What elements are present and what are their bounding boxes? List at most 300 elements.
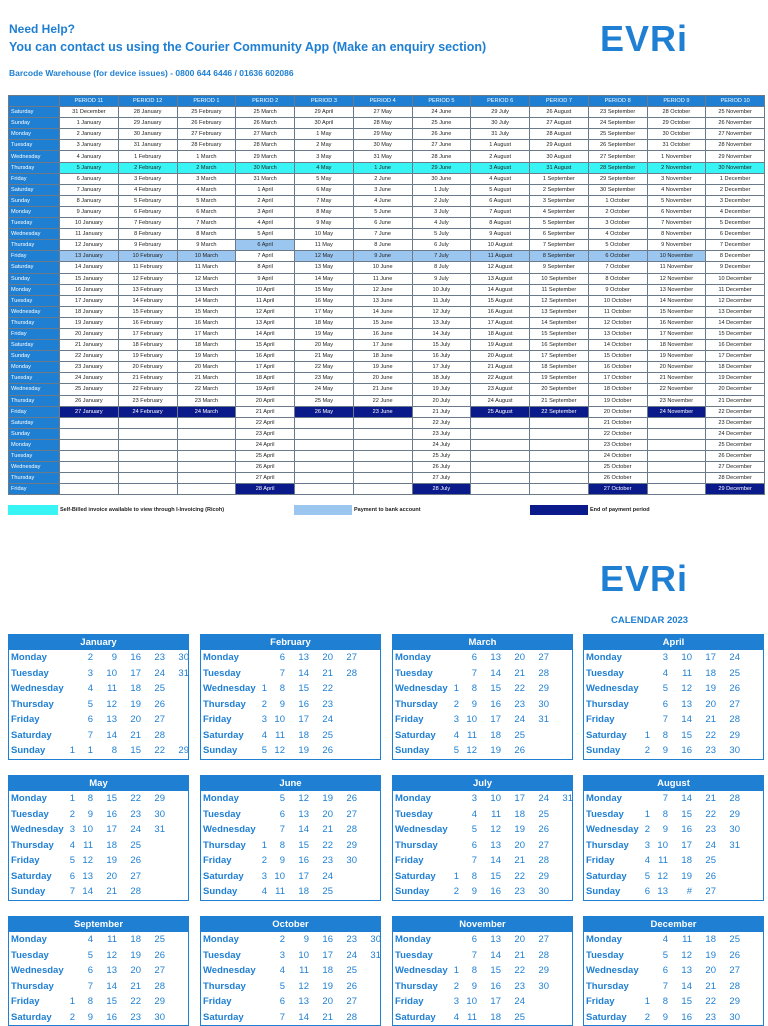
date-number: 12 — [298, 980, 309, 992]
help-title: Need Help? — [9, 22, 76, 36]
period-date-cell: 5 June — [353, 206, 412, 217]
date-number: 25 — [514, 729, 525, 741]
date-number: 11 — [491, 808, 501, 820]
date-number: 23 — [130, 808, 141, 820]
weekday-label: Friday — [11, 714, 40, 725]
period-date-cell: 18 February — [118, 340, 177, 351]
weekday-row — [584, 1010, 763, 1026]
period-date-cell: 20 October — [588, 406, 647, 417]
weekday-row — [584, 963, 763, 979]
weekday-label: Wednesday — [203, 965, 256, 976]
period-date-cell: 8 July — [412, 262, 471, 273]
period-date-cell — [60, 451, 119, 462]
date-number: 30 — [154, 808, 165, 820]
weekday-row — [9, 728, 188, 744]
period-header: PERIOD 7 — [530, 96, 589, 107]
date-number: 14 — [490, 949, 501, 961]
weekday-row — [201, 712, 380, 728]
period-date-cell: 16 June — [353, 328, 412, 339]
period-date-cell: 31 March — [236, 173, 295, 184]
date-number: 9 — [471, 980, 477, 992]
period-date-cell: 26 October — [588, 473, 647, 484]
period-date-cell: 6 February — [118, 206, 177, 217]
weekday-label: Saturday — [203, 870, 244, 882]
date-number: 31 — [729, 839, 740, 851]
period-date-cell: 10 January — [60, 218, 119, 229]
date-number: 15 — [106, 793, 117, 804]
weekday-label: Saturday — [203, 1011, 244, 1023]
date-number: 28 — [729, 980, 740, 992]
period-date-cell: 23 December — [706, 417, 765, 428]
date-number: 2 — [261, 855, 267, 866]
date-number: 25 — [130, 839, 141, 851]
period-date-cell: 23 May — [295, 373, 354, 384]
weekday-label: Wednesday — [395, 683, 448, 694]
day-label: Saturday — [9, 184, 60, 195]
period-date-cell: 31 May — [353, 151, 412, 162]
period-date-cell: 2 April — [236, 195, 295, 206]
period-date-cell: 9 April — [236, 273, 295, 284]
period-date-cell: 20 July — [412, 395, 471, 406]
period-date-cell: 1 May — [295, 129, 354, 140]
period-row — [9, 262, 765, 273]
date-number: 26 — [705, 870, 716, 882]
date-number: 6 — [662, 698, 668, 710]
date-number: 19 — [705, 949, 716, 961]
date-number: 28 — [154, 980, 165, 992]
day-label: Wednesday — [9, 462, 60, 473]
date-number: 12 — [490, 824, 501, 835]
day-label: Sunday — [9, 428, 60, 439]
period-date-cell: 26 June — [412, 129, 471, 140]
date-number: 7 — [279, 1011, 285, 1023]
weekday-label: Tuesday — [395, 949, 433, 961]
period-date-cell: 18 May — [295, 317, 354, 328]
period-date-cell: 10 May — [295, 229, 354, 240]
period-date-cell: 6 April — [236, 240, 295, 251]
period-date-cell: 5 December — [706, 218, 765, 229]
date-number: 7 — [279, 824, 285, 835]
period-date-cell: 12 March — [177, 273, 236, 284]
period-date-cell: 21 December — [706, 395, 765, 406]
date-number: 9 — [303, 934, 309, 945]
date-number: 10 — [657, 839, 668, 851]
date-number: 14 — [490, 667, 501, 679]
date-number: 21 — [322, 1011, 333, 1023]
period-date-cell: 10 March — [177, 251, 236, 262]
period-header: PERIOD 10 — [706, 96, 765, 107]
period-date-cell: 1 October — [588, 195, 647, 206]
date-number: 17 — [322, 949, 333, 961]
period-date-cell: 13 July — [412, 317, 471, 328]
period-date-cell: 14 July — [412, 328, 471, 339]
month-title: October — [201, 917, 380, 932]
weekday-row — [201, 884, 380, 900]
date-number: 21 — [705, 793, 716, 804]
date-number: 25 — [154, 683, 165, 694]
date-number: 14 — [298, 1011, 309, 1023]
date-number: 24 — [705, 839, 716, 851]
period-date-cell: 7 September — [530, 240, 589, 251]
weekday-label: Tuesday — [203, 949, 241, 961]
period-date-cell: 6 January — [60, 173, 119, 184]
date-number: 2 — [453, 886, 459, 897]
period-header: PERIOD 3 — [295, 96, 354, 107]
period-date-cell: 21 January — [60, 340, 119, 351]
period-date-cell: 26 July — [412, 462, 471, 473]
date-number: 10 — [466, 996, 477, 1007]
period-date-cell: 13 September — [530, 306, 589, 317]
date-number: 16 — [130, 652, 141, 663]
weekday-label: Friday — [586, 855, 615, 866]
weekday-label: Wednesday — [395, 824, 448, 835]
period-table — [8, 95, 765, 495]
period-date-cell: 29 May — [353, 129, 412, 140]
period-date-cell: 18 July — [412, 373, 471, 384]
month-august — [583, 775, 764, 901]
period-date-cell: 14 June — [353, 306, 412, 317]
weekday-row — [9, 822, 188, 838]
day-label: Thursday — [9, 240, 60, 251]
period-date-cell: 15 August — [471, 295, 530, 306]
period-date-cell: 14 April — [236, 328, 295, 339]
weekday-row — [584, 884, 763, 900]
period-row — [9, 162, 765, 173]
weekday-label: Monday — [586, 793, 622, 804]
weekday-row — [393, 1010, 572, 1026]
period-date-cell: 15 November — [647, 306, 706, 317]
period-date-cell: 28 February — [177, 140, 236, 151]
date-number: 18 — [681, 855, 692, 866]
period-date-cell: 15 May — [295, 284, 354, 295]
period-date-cell: 9 September — [530, 262, 589, 273]
period-date-cell: 28 October — [647, 107, 706, 118]
day-label: Friday — [9, 251, 60, 262]
date-number: 9 — [662, 824, 668, 835]
period-date-cell: 13 May — [295, 262, 354, 273]
date-number: 19 — [130, 698, 141, 710]
period-row — [9, 462, 765, 473]
help-block — [9, 20, 486, 56]
date-number: 9 — [87, 808, 93, 820]
day-label: Tuesday — [9, 373, 60, 384]
period-date-cell: 6 August — [471, 195, 530, 206]
period-date-cell: 7 May — [295, 195, 354, 206]
period-header: PERIOD 11 — [60, 96, 119, 107]
period-date-cell — [471, 462, 530, 473]
period-date-cell: 3 July — [412, 206, 471, 217]
period-date-cell: 15 January — [60, 273, 119, 284]
period-date-cell: 10 February — [118, 251, 177, 262]
period-date-cell: 8 December — [706, 251, 765, 262]
date-number: 26 — [154, 698, 165, 710]
date-number: 24 — [322, 714, 333, 725]
day-label: Thursday — [9, 317, 60, 328]
day-label: Saturday — [9, 417, 60, 428]
period-date-cell: 1 June — [353, 162, 412, 173]
weekday-label: Friday — [586, 714, 615, 725]
weekday-row — [9, 666, 188, 682]
date-number: 23 — [322, 698, 333, 710]
date-number: 1 — [644, 996, 650, 1007]
weekday-row — [9, 681, 188, 697]
period-date-cell: 27 April — [236, 473, 295, 484]
period-date-cell: 4 January — [60, 151, 119, 162]
day-label: Wednesday — [9, 306, 60, 317]
weekday-row — [584, 994, 763, 1010]
weekday-row — [201, 666, 380, 682]
period-date-cell: 24 December — [706, 428, 765, 439]
weekday-row — [584, 932, 763, 948]
date-number: 23 — [705, 1011, 716, 1023]
date-number: 22 — [705, 808, 716, 820]
date-number: 28 — [130, 886, 141, 897]
period-date-cell: 15 July — [412, 340, 471, 351]
date-number: 10 — [466, 714, 477, 725]
date-number: 10 — [274, 870, 285, 882]
date-number: 3 — [662, 652, 668, 663]
period-date-cell: 22 February — [118, 384, 177, 395]
period-row — [9, 328, 765, 339]
date-number: 17 — [298, 714, 309, 725]
date-number: 8 — [279, 683, 285, 694]
period-date-cell: 18 April — [236, 373, 295, 384]
date-number: 9 — [279, 698, 285, 710]
date-number: 20 — [514, 934, 525, 945]
date-number: 7 — [662, 980, 668, 992]
period-date-cell: 25 February — [177, 107, 236, 118]
date-number: 7 — [471, 855, 477, 866]
date-number: 5 — [69, 855, 75, 866]
period-date-cell: 23 November — [647, 395, 706, 406]
period-date-cell: 1 July — [412, 184, 471, 195]
day-label: Sunday — [9, 118, 60, 129]
period-date-cell: 13 June — [353, 295, 412, 306]
date-number: 7 — [471, 949, 477, 961]
date-number: 13 — [490, 839, 501, 851]
date-number: 23 — [514, 698, 525, 710]
date-number: 3 — [87, 667, 93, 679]
day-label: Thursday — [9, 395, 60, 406]
date-number: 30 — [729, 824, 740, 835]
weekday-row — [393, 979, 572, 995]
weekday-label: Monday — [203, 934, 239, 945]
weekday-row — [9, 807, 188, 823]
period-date-cell: 27 May — [353, 107, 412, 118]
weekday-label: Friday — [395, 714, 424, 725]
period-date-cell: 23 February — [118, 395, 177, 406]
period-date-cell: 11 January — [60, 229, 119, 240]
date-number: 2 — [453, 698, 459, 710]
period-date-cell: 23 August — [471, 384, 530, 395]
period-date-cell: 24 March — [177, 406, 236, 417]
date-number: 18 — [106, 839, 117, 851]
date-number: 14 — [298, 667, 309, 679]
date-number: 17 — [705, 652, 716, 663]
period-row — [9, 284, 765, 295]
period-date-cell: 29 April — [295, 107, 354, 118]
period-date-cell: 25 November — [706, 107, 765, 118]
weekday-label: Saturday — [11, 729, 52, 741]
date-number: 20 — [322, 652, 333, 663]
period-date-cell: 13 February — [118, 284, 177, 295]
date-number: 5 — [471, 824, 477, 835]
date-number: 27 — [130, 870, 141, 882]
day-label: Wednesday — [9, 229, 60, 240]
period-date-cell: 13 March — [177, 284, 236, 295]
date-number: 6 — [644, 886, 650, 897]
period-header: PERIOD 2 — [236, 96, 295, 107]
date-number: 9 — [279, 855, 285, 866]
period-date-cell: 25 June — [412, 118, 471, 129]
period-date-cell: 20 November — [647, 362, 706, 373]
date-number: 26 — [538, 824, 549, 835]
date-number: 19 — [130, 949, 141, 961]
period-date-cell: 24 May — [295, 384, 354, 395]
date-number: 16 — [681, 824, 692, 835]
period-date-cell — [530, 417, 589, 428]
date-number: 12 — [681, 683, 692, 694]
weekday-label: Sunday — [11, 886, 46, 897]
date-number: 7 — [87, 729, 93, 741]
date-number: 9 — [662, 745, 668, 756]
period-date-cell: 3 August — [471, 162, 530, 173]
date-number: 20 — [705, 965, 716, 976]
period-date-cell: 28 April — [236, 484, 295, 495]
weekday-label: Sunday — [203, 745, 238, 756]
period-header: PERIOD 4 — [353, 96, 412, 107]
period-date-cell: 2 June — [353, 173, 412, 184]
period-date-cell: 28 September — [588, 162, 647, 173]
period-date-cell: 14 December — [706, 317, 765, 328]
period-date-cell — [530, 473, 589, 484]
weekday-row — [584, 869, 763, 885]
period-date-cell: 12 September — [530, 295, 589, 306]
date-number: 21 — [705, 980, 716, 992]
weekday-row — [393, 743, 572, 759]
period-date-cell: 25 August — [471, 406, 530, 417]
weekday-label: Sunday — [11, 745, 46, 756]
weekday-row — [584, 743, 763, 759]
period-date-cell: 21 April — [236, 406, 295, 417]
date-number: 16 — [490, 886, 501, 897]
period-date-cell: 6 June — [353, 218, 412, 229]
date-number: 2 — [87, 652, 93, 663]
date-number: 1 — [453, 683, 459, 694]
period-date-cell — [353, 473, 412, 484]
date-number: 24 — [346, 949, 357, 961]
period-date-cell — [177, 428, 236, 439]
period-date-cell: 8 January — [60, 195, 119, 206]
date-number: 3 — [279, 949, 285, 961]
date-number: 20 — [130, 714, 141, 725]
period-date-cell: 16 May — [295, 295, 354, 306]
period-date-cell: 25 April — [236, 451, 295, 462]
date-number: 6 — [279, 996, 285, 1007]
weekday-label: Saturday — [395, 1011, 436, 1023]
period-date-cell: 7 June — [353, 229, 412, 240]
period-date-cell: 4 April — [236, 218, 295, 229]
period-date-cell: 16 July — [412, 351, 471, 362]
period-date-cell: 4 October — [588, 229, 647, 240]
date-number: 6 — [87, 965, 93, 976]
period-row — [9, 362, 765, 373]
period-date-cell: 28 June — [412, 151, 471, 162]
period-date-cell — [177, 484, 236, 495]
date-number: 22 — [514, 683, 525, 694]
weekday-label: Wednesday — [586, 683, 639, 694]
period-date-cell: 20 March — [177, 362, 236, 373]
date-number: 6 — [662, 965, 668, 976]
month-title: July — [393, 776, 572, 791]
date-number: 8 — [471, 683, 477, 694]
date-number: 7 — [69, 886, 75, 897]
date-number: 30 — [729, 1011, 740, 1023]
date-number: 22 — [130, 996, 141, 1007]
period-date-cell: 27 January — [60, 406, 119, 417]
weekday-label: Saturday — [586, 870, 627, 882]
date-number: 30 — [178, 652, 189, 663]
end-period-swatch — [530, 505, 588, 515]
weekday-label: Monday — [203, 793, 239, 804]
date-number: 29 — [346, 839, 357, 851]
date-number: 15 — [130, 745, 141, 756]
date-number: 21 — [514, 667, 525, 679]
date-number: 4 — [87, 683, 93, 694]
period-date-cell: 17 November — [647, 328, 706, 339]
period-date-cell: 5 September — [530, 218, 589, 229]
weekday-label: Thursday — [586, 698, 629, 710]
barcode-warehouse-line: Barcode Warehouse (for device issues) - 0800 644 6446 / 01636 602086 — [9, 68, 294, 78]
weekday-row — [584, 728, 763, 744]
period-date-cell: 12 August — [471, 262, 530, 273]
date-number: 25 — [322, 729, 333, 741]
date-number: 29 — [538, 870, 549, 882]
period-date-cell: 17 May — [295, 306, 354, 317]
period-date-cell: 19 May — [295, 328, 354, 339]
date-number: 10 — [681, 652, 692, 663]
day-label: Tuesday — [9, 451, 60, 462]
period-date-cell: 16 March — [177, 317, 236, 328]
date-number: 28 — [538, 667, 549, 679]
period-date-cell: 28 July — [412, 484, 471, 495]
period-date-cell: 2 July — [412, 195, 471, 206]
period-date-cell: 11 October — [588, 306, 647, 317]
period-date-cell: 16 October — [588, 362, 647, 373]
date-number: 10 — [298, 949, 309, 961]
weekday-label: Tuesday — [395, 808, 433, 820]
period-date-cell: 22 September — [530, 406, 589, 417]
period-date-cell: 20 April — [236, 395, 295, 406]
period-date-cell — [295, 428, 354, 439]
weekday-label: Tuesday — [11, 808, 49, 820]
weekday-label: Thursday — [11, 839, 54, 851]
month-november — [392, 916, 573, 1026]
period-date-cell: 30 October — [647, 129, 706, 140]
weekday-row — [393, 712, 572, 728]
period-date-cell: 10 October — [588, 295, 647, 306]
month-february — [200, 634, 381, 760]
period-date-cell: 1 March — [177, 151, 236, 162]
period-date-cell: 17 December — [706, 351, 765, 362]
date-number: 4 — [662, 667, 668, 679]
date-number: 17 — [490, 714, 501, 725]
date-number: 10 — [274, 714, 285, 725]
period-date-cell: 26 January — [60, 395, 119, 406]
period-date-cell — [353, 484, 412, 495]
period-row — [9, 395, 765, 406]
date-number: 12 — [82, 855, 93, 866]
